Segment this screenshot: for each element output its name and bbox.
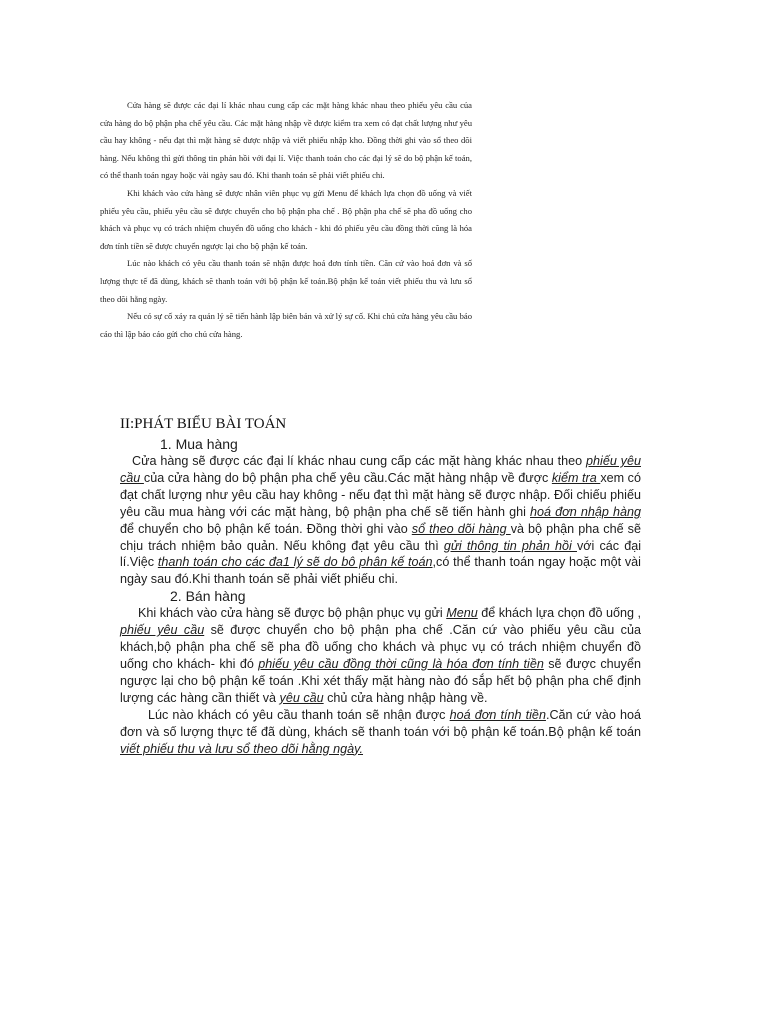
underlined-term: hoá đơn nhập hàng	[530, 504, 641, 519]
text: sẽ được chuyển cho bộ phận pha chế .Căn cứ vào phiếu yêu cầu của khách,bộ phận pha chế sẽ pha đồ uống cho khách và phục vụ có trách nhiệm chuyển đồ uống cho khách- khi đó	[120, 623, 641, 671]
text: và bộ phận pha chế sẽ chịu trách nhiệm bảo quản. Nếu không đạt yêu cầu thì	[120, 521, 641, 553]
top-paragraph-1: Cửa hàng sẽ được các đại lí khác nhau cung cấp các mặt hàng khác nhau theo phiếu yêu cầu của cửa hàng do bộ phận pha chế yêu cầu. Các mặt hàng nhập về được kiểm tra xem có đạt chất lượng như yêu cầu hay không - nếu đạt thì mặt hàng sẽ được nhập và viết phiếu nhập kho. Đồng thời ghi vào sổ theo dõi hàng. Nếu không thì gửi thông tin phản hồi với đại lí. Việc thanh toán cho các đại lý sẽ do bộ phận kế toán, có thể thanh toán ngay hoặc vài ngày sau đó. Khi thanh toán sẽ phải viết phiếu chi.	[100, 100, 472, 181]
top-paragraph-4: Nếu có sự cố xảy ra quản lý sẽ tiến hành lập biên bản và xử lý sự cố. Khi chủ cửa hàng yêu cầu báo cáo thì lập báo cáo gửi cho chủ cửa hàng.	[100, 311, 472, 339]
underlined-term: sổ theo dõi hàng	[411, 521, 511, 536]
underlined-term: Menu	[446, 606, 478, 621]
text: sẽ được chuyển ngược lại cho bộ phận kế toán .Khi xét thấy mặt hàng nào đó sắp hết bộ phận pha chế định lượng các hàng cần thiết và	[120, 656, 641, 705]
top-paragraph-3: Lúc nào khách có yêu cầu thanh toán sẽ nhận được hoá đơn tính tiền. Căn cứ vào hoá đơn và số lượng thực tế đã dùng, khách sẽ thanh toán với bộ phận kế toán.Bộ phận kế toán viết phiếu thu và lưu sổ theo dõi hằng ngày.	[100, 258, 472, 304]
top-text-block	[100, 97, 472, 343]
text: Lúc nào khách có yêu cầu thanh toán sẽ nhận được	[148, 707, 450, 722]
text: với các đại lí.Việc	[120, 538, 642, 570]
underlined-term: gửi thông tin phản hồi	[443, 538, 577, 553]
subheading-ban-hang: 2. Bán hàng	[170, 588, 246, 605]
text: Cửa hàng sẽ được các đại lí khác nhau cung cấp các mặt hàng khác nhau theo	[132, 454, 587, 468]
text: chủ cửa hàng nhập hàng về.	[323, 690, 488, 705]
underlined-term: viết phiếu thu và lưu sổ theo dõi hằng ngày.	[120, 741, 364, 756]
text: để chuyển cho bộ phận kế toán. Đồng thời ghi vào	[120, 521, 412, 536]
section-body	[120, 436, 641, 757]
underlined-term: phiếu yêu cầu đồng thời cũng là hóa đơn tính tiền	[258, 656, 544, 671]
underlined-term: phiếu yêu cầu	[120, 454, 641, 485]
text: ,có thể thanh toán ngay hoặc một vài ngày sau đó.Khi thanh toán sẽ phải viết phiếu chi.	[120, 555, 641, 587]
underlined-term: thanh toán cho các đạ1 lý sẽ do bộ phận kế toán	[157, 555, 433, 570]
text: .Căn cứ vào hoá đơn và số lượng thực tế đã dùng, khách sẽ thanh toán với bộ phận kế toán.Bộ phận kế toán	[120, 707, 641, 739]
paragraph-mua-hang	[120, 453, 641, 588]
top-paragraph-2: Khi khách vào cửa hàng sẽ được nhân viên phục vụ gửi Menu để khách lựa chọn đồ uống và viết phiếu yêu cầu, phiếu yêu cầu sẽ được chuyển cho bộ phận pha chế . Bộ phận pha chế sẽ pha đồ uống cho khách và phục vụ có trách nhiệm chuyển đồ uống cho khách - khi đó phiếu yêu cầu đồng thời cũng là hóa đơn tính tiền sẽ được chuyển ngược lại cho bộ phận kế toán.	[100, 187, 472, 251]
underlined-term: kiểm tra	[551, 470, 601, 485]
subheading-mua-hang: 1. Mua hàng	[160, 436, 238, 452]
text: của cửa hàng do bộ phận pha chế yêu cầu.Các mặt hàng nhập về được	[143, 470, 552, 485]
paragraph-ban-hang	[120, 605, 641, 706]
text: Khi khách vào cửa hàng sẽ được bộ phận phục vụ gửi	[138, 606, 447, 621]
paragraph-thanh-toan	[120, 707, 641, 758]
section-heading: II:PHÁT BIỂU BÀI TOÁN	[120, 416, 287, 432]
text: xem có đạt chất lượng như yêu cầu hay không - nếu đạt thì mặt hàng sẽ được nhập. Đối chiếu phiếu yêu cầu mua hàng với các mặt hàng, bộ phận pha chế sẽ tiến hành ghi	[120, 470, 641, 519]
underlined-term: phiếu yêu cầu	[120, 623, 205, 638]
underlined-term: yêu cầu	[279, 690, 324, 705]
text: để khách lựa chọn đồ uống ,	[477, 606, 641, 621]
underlined-term: hoá đơn tính tiền	[449, 707, 546, 722]
